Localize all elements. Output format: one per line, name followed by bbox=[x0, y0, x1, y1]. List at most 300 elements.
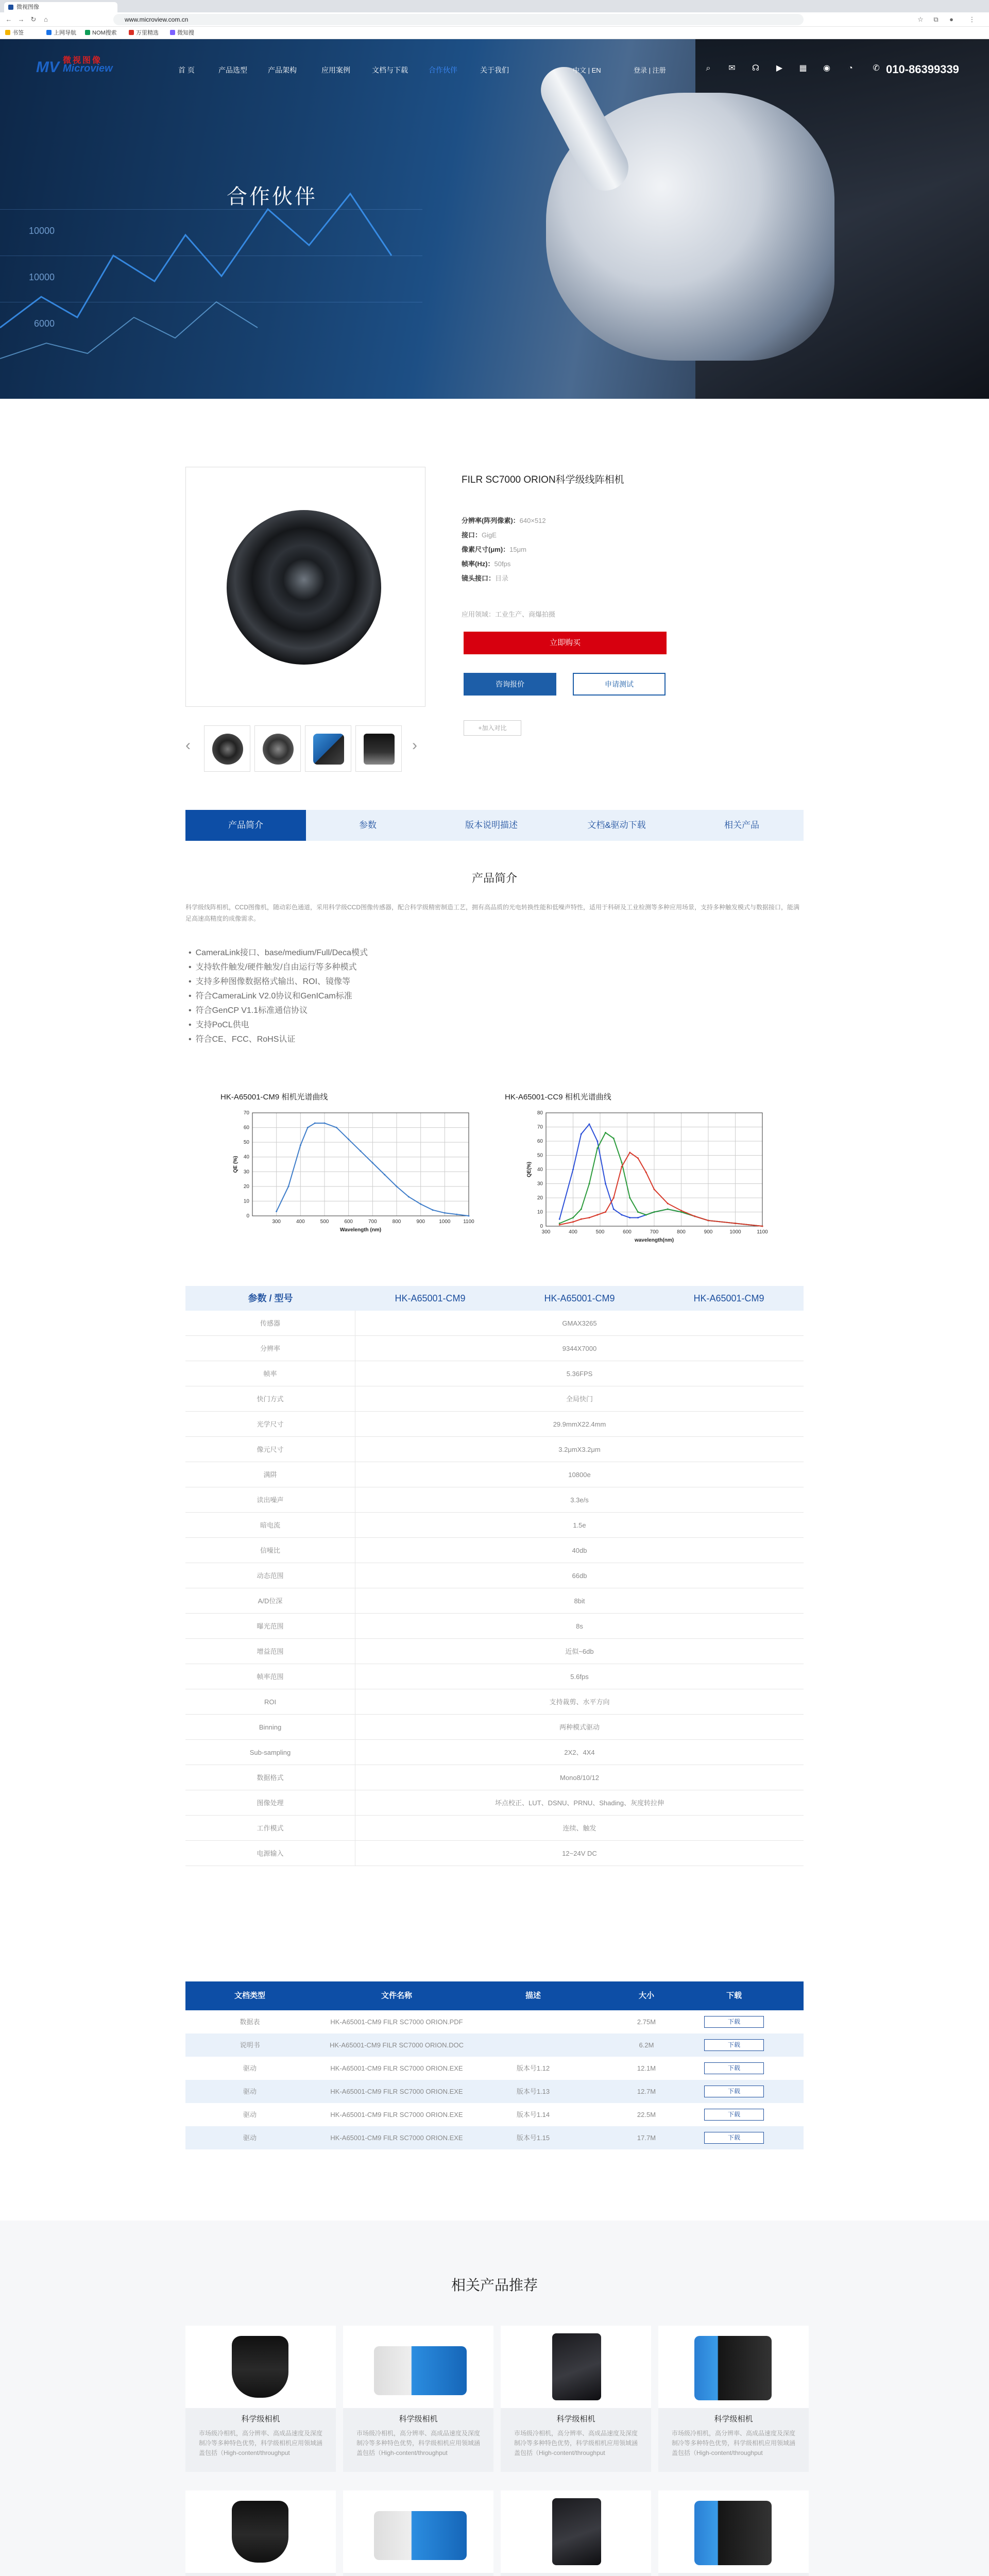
spec-label: 分辨率(阵列像素)： bbox=[462, 517, 520, 524]
param-value: 全局快门 bbox=[566, 1395, 593, 1403]
tab-version[interactable]: 版本说明描述 bbox=[465, 820, 518, 830]
bookmark-label: 微知搜 bbox=[177, 30, 194, 36]
data-point bbox=[667, 1203, 669, 1205]
download-button[interactable]: 下载 bbox=[704, 2016, 764, 2028]
y-tick-label: 10 bbox=[537, 1209, 543, 1215]
param-row bbox=[185, 1715, 804, 1740]
related-product-card[interactable] bbox=[185, 2326, 336, 2472]
x-tick-label: 900 bbox=[416, 1219, 425, 1225]
address-bar[interactable]: www.microview.com.cn bbox=[113, 14, 804, 25]
download-button[interactable]: 下载 bbox=[704, 2039, 764, 2051]
data-point bbox=[596, 1214, 598, 1216]
download-button[interactable]: 下载 bbox=[704, 2109, 764, 2121]
y-tick-label: 30 bbox=[537, 1181, 543, 1187]
param-header-cell: HK-A65001-CM9 bbox=[395, 1293, 466, 1303]
weibo-icon[interactable]: ◉ bbox=[823, 64, 830, 73]
file-type: 数据表 bbox=[240, 2018, 260, 2026]
home-icon[interactable]: ⌂ bbox=[44, 15, 48, 23]
spectral-chart-color bbox=[515, 1103, 783, 1252]
param-key: ROI bbox=[185, 1689, 355, 1715]
download-button[interactable]: 下载 bbox=[704, 2086, 764, 2097]
login-link[interactable]: 登录 | 注册 bbox=[634, 66, 666, 74]
intro-paragraph: 科学级线阵相机，CCD图像机，随动彩色通道，采用科学级CCD图像传感器，配合科学级精密制造工艺，拥有高品质的光电转换性能和低噪声特性，适用于科研及工业检测等多种应用场景，支持多种触发模式与数据接口，能满足高速高精度的成像需求。 bbox=[185, 904, 800, 922]
tab-downloads[interactable]: 文档&驱动下载 bbox=[587, 820, 646, 830]
bookmark-item[interactable] bbox=[5, 27, 24, 39]
mail-icon[interactable]: ✉ bbox=[728, 64, 736, 73]
product-image bbox=[343, 2490, 493, 2573]
spec-value: 目录 bbox=[495, 574, 509, 582]
file-name: HK-A65001-CM9 FILR SC7000 ORION.PDF bbox=[330, 2018, 463, 2026]
file-row bbox=[185, 2126, 804, 2149]
card-desc: 市场级冷相机，高分辨率、高成品速度及深度制冷等多种特色优势，科学级相机应用领域涵盖包括（High-content/throughput bbox=[514, 2430, 638, 2456]
data-point bbox=[420, 1204, 421, 1205]
param-key: 图像处理 bbox=[185, 1790, 355, 1816]
param-row bbox=[185, 1841, 804, 1866]
thumbnail[interactable] bbox=[305, 725, 351, 772]
product-image bbox=[185, 2326, 336, 2408]
tab-related[interactable]: 相关产品 bbox=[724, 820, 759, 830]
file-type: 说明书 bbox=[240, 2041, 260, 2049]
param-value: 29.9mmX22.4mm bbox=[553, 1420, 606, 1428]
spec-value: 15μm bbox=[509, 546, 526, 553]
camera-image bbox=[374, 2346, 467, 2395]
data-point bbox=[396, 1185, 398, 1187]
data-point bbox=[621, 1166, 623, 1167]
download-button[interactable]: 下载 bbox=[704, 2062, 764, 2074]
x-tick-label: 300 bbox=[541, 1229, 551, 1235]
y-tick-label: 0 bbox=[246, 1213, 249, 1219]
files-header-cell: 文档类型 bbox=[234, 1991, 265, 2000]
param-row bbox=[185, 1336, 804, 1361]
download-button[interactable]: 下载 bbox=[704, 2132, 764, 2144]
product-tabs bbox=[185, 810, 804, 841]
file-desc bbox=[479, 2010, 587, 2033]
spec-value: GigE bbox=[482, 531, 497, 539]
data-point bbox=[605, 1132, 606, 1133]
data-point bbox=[348, 1139, 349, 1140]
lens-image bbox=[227, 510, 381, 665]
spec-label: 像素尺寸(μm)： bbox=[462, 546, 510, 553]
param-value: 支持裁剪、水平方向 bbox=[549, 1698, 610, 1706]
param-key: 工作模式 bbox=[185, 1816, 355, 1841]
forward-icon[interactable]: → bbox=[18, 15, 25, 23]
param-row bbox=[185, 1513, 804, 1538]
camera-image bbox=[232, 2501, 288, 2563]
bookmark-item[interactable] bbox=[170, 27, 194, 39]
param-value: Mono8/10/12 bbox=[560, 1774, 599, 1782]
param-key: 满阱 bbox=[185, 1462, 355, 1487]
apply-trial-button[interactable]: 申请测试 bbox=[573, 673, 666, 696]
param-key: 数据格式 bbox=[185, 1765, 355, 1790]
nav-selection[interactable]: 产品选型 bbox=[218, 66, 247, 74]
param-key: 快门方式 bbox=[185, 1386, 355, 1412]
file-row bbox=[185, 2033, 804, 2057]
data-point bbox=[645, 1214, 647, 1216]
y-tick-label: 20 bbox=[243, 1183, 249, 1190]
data-point bbox=[432, 1209, 434, 1211]
param-value: 66db bbox=[572, 1572, 587, 1580]
param-row bbox=[185, 1538, 804, 1563]
x-tick-label: 800 bbox=[677, 1229, 686, 1235]
data-point bbox=[621, 1214, 623, 1216]
data-point bbox=[581, 1218, 582, 1220]
data-point bbox=[762, 1226, 763, 1227]
data-point bbox=[613, 1138, 615, 1139]
site-logo[interactable] bbox=[36, 54, 118, 75]
y-tick-label: 40 bbox=[537, 1167, 543, 1173]
data-point bbox=[596, 1141, 598, 1142]
file-desc: 版本号1.12 bbox=[516, 2064, 550, 2072]
bookmark-label: NOM搜索 bbox=[92, 30, 117, 36]
param-row bbox=[185, 1639, 804, 1664]
data-point bbox=[629, 1197, 630, 1199]
param-key: 像元尺寸 bbox=[185, 1437, 355, 1462]
data-point bbox=[336, 1127, 337, 1128]
bookmark-label: 书签 bbox=[12, 30, 24, 36]
spec-row bbox=[462, 573, 508, 583]
x-tick-label: 400 bbox=[569, 1229, 577, 1235]
param-table-header bbox=[185, 1286, 804, 1311]
product-image bbox=[185, 2490, 336, 2573]
data-point bbox=[637, 1158, 639, 1159]
param-row bbox=[185, 1816, 804, 1841]
files-header-cell: 描述 bbox=[525, 1991, 541, 2000]
x-tick-label: 600 bbox=[344, 1219, 353, 1225]
param-row bbox=[185, 1386, 804, 1412]
param-row bbox=[185, 1689, 804, 1715]
language-switch[interactable]: 中文 | EN bbox=[573, 66, 601, 74]
param-value: 10800e bbox=[568, 1471, 591, 1479]
param-value: 8s bbox=[576, 1622, 583, 1630]
card-title: 科学级相机 bbox=[241, 2415, 280, 2424]
chart-title: HK-A65001-CM9 相机光谱曲线 bbox=[220, 1093, 328, 1101]
add-compare-button[interactable]: +加入对比 bbox=[464, 720, 521, 736]
hero-title: 合作伙伴 bbox=[227, 185, 317, 208]
data-point bbox=[629, 1152, 630, 1154]
reload-icon[interactable]: ↻ bbox=[30, 15, 37, 23]
param-row bbox=[185, 1412, 804, 1437]
camera-image bbox=[232, 2336, 288, 2398]
related-product-card[interactable] bbox=[501, 2490, 651, 2576]
bookmarks-bar bbox=[0, 27, 989, 39]
param-value: 3.2μmX3.2μm bbox=[558, 1446, 601, 1453]
data-point bbox=[572, 1169, 574, 1171]
related-product-card[interactable] bbox=[658, 2326, 809, 2472]
series-line bbox=[559, 1153, 762, 1226]
tab-title: 微视图像 bbox=[16, 4, 39, 10]
nav-about[interactable]: 关于我们 bbox=[480, 66, 509, 74]
spec-row bbox=[462, 558, 510, 568]
param-value: 9344X7000 bbox=[562, 1345, 597, 1352]
nav-home[interactable]: 首 页 bbox=[178, 66, 195, 74]
globe-icon bbox=[129, 30, 134, 35]
param-value: 5.6fps bbox=[570, 1673, 589, 1681]
related-product-card[interactable] bbox=[658, 2490, 809, 2576]
x-tick-label: 1000 bbox=[729, 1229, 741, 1235]
spec-label: 接口： bbox=[462, 531, 482, 539]
param-key: 暗电流 bbox=[185, 1513, 355, 1538]
menu-icon[interactable]: ⋮ bbox=[968, 15, 976, 23]
wechat-icon[interactable]: ◔ bbox=[848, 64, 853, 73]
y-tick-label: 50 bbox=[537, 1153, 543, 1159]
files-table-header bbox=[185, 1981, 804, 2010]
tab-params[interactable]: 参数 bbox=[359, 820, 377, 830]
header-phone: 010-86399339 bbox=[886, 63, 959, 76]
y-tick-label: 10 bbox=[243, 1198, 249, 1205]
globe-icon bbox=[170, 30, 175, 35]
data-point bbox=[372, 1162, 373, 1164]
hero-deco-number: 10000 bbox=[29, 272, 55, 282]
feature-item: • 符合CE、FCC、RoHS认证 bbox=[189, 1032, 295, 1044]
param-row bbox=[185, 1790, 804, 1816]
card-desc: 市场级冷相机，高分辨率、高成品速度及深度制冷等多种特色优势，科学级相机应用领域涵盖包括（High-content/throughput bbox=[672, 2430, 796, 2456]
data-point bbox=[444, 1212, 446, 1214]
param-value: 2X2、4X4 bbox=[564, 1749, 595, 1756]
param-row bbox=[185, 1614, 804, 1639]
feature-item: • 支持多种图像数据格式输出、ROI、镜像等 bbox=[189, 975, 350, 987]
nav-cases[interactable]: 应用案例 bbox=[321, 66, 350, 74]
data-point bbox=[300, 1144, 301, 1146]
param-key: 曝光范围 bbox=[185, 1614, 355, 1639]
product-image bbox=[501, 2326, 651, 2408]
headset-icon[interactable]: ☊ bbox=[752, 64, 760, 73]
param-value: 40db bbox=[572, 1547, 587, 1554]
param-row bbox=[185, 1437, 804, 1462]
param-value: 12~24V DC bbox=[562, 1850, 597, 1857]
related-product-card[interactable] bbox=[343, 2326, 493, 2472]
back-icon[interactable]: ← bbox=[5, 15, 12, 23]
data-point bbox=[589, 1124, 590, 1125]
param-row bbox=[185, 1361, 804, 1386]
file-name: HK-A65001-CM9 FILR SC7000 ORION.DOC bbox=[329, 2041, 464, 2049]
data-point bbox=[589, 1183, 590, 1184]
data-point bbox=[384, 1174, 385, 1176]
chart-title: HK-A65001-CC9 相机光谱曲线 bbox=[505, 1093, 611, 1101]
folder-icon bbox=[5, 30, 10, 35]
buy-now-button[interactable]: 立即购买 bbox=[464, 632, 667, 654]
data-point bbox=[559, 1223, 560, 1224]
y-tick-label: 20 bbox=[537, 1195, 543, 1201]
param-key: 传感器 bbox=[185, 1311, 355, 1336]
spectral-chart-mono bbox=[227, 1103, 484, 1236]
browser-toolbar bbox=[0, 12, 989, 27]
param-value: 连续、触发 bbox=[562, 1824, 596, 1832]
data-point bbox=[468, 1215, 470, 1217]
nav-architecture[interactable]: 产品架构 bbox=[268, 66, 297, 74]
data-point bbox=[596, 1147, 598, 1149]
data-point bbox=[605, 1183, 606, 1184]
bookmark-label: 上网导航 bbox=[54, 30, 76, 36]
param-row bbox=[185, 1664, 804, 1689]
search-icon[interactable]: ⌕ bbox=[706, 64, 711, 73]
x-tick-label: 700 bbox=[650, 1229, 659, 1235]
file-size: 17.7M bbox=[637, 2134, 656, 2142]
param-value: 3.3e/s bbox=[570, 1496, 589, 1504]
thumbnail[interactable] bbox=[254, 725, 301, 772]
feature-item: • 符合CameraLink V2.0协议和GenICam标准 bbox=[189, 989, 352, 1001]
data-point bbox=[360, 1150, 362, 1152]
spec-row bbox=[462, 544, 526, 554]
nav-partners[interactable]: 合作伙伴 bbox=[429, 66, 457, 74]
param-key: 电源输入 bbox=[185, 1841, 355, 1866]
data-point bbox=[637, 1211, 639, 1213]
param-value: 1.5e bbox=[573, 1521, 586, 1529]
hero-deco-number: 6000 bbox=[34, 318, 55, 329]
x-tick-label: 1100 bbox=[757, 1229, 768, 1235]
favicon-icon bbox=[8, 5, 13, 10]
data-point bbox=[572, 1217, 574, 1218]
bookmark-item[interactable] bbox=[129, 27, 159, 39]
bookmark-label: 万里精选 bbox=[136, 30, 159, 36]
related-title: 相关产品推荐 bbox=[451, 2277, 538, 2293]
globe-icon bbox=[46, 30, 52, 35]
y-tick-label: 50 bbox=[243, 1140, 249, 1146]
param-key: A/D位深 bbox=[185, 1588, 355, 1614]
file-size: 22.5M bbox=[637, 2111, 656, 2119]
data-point bbox=[307, 1127, 309, 1128]
qrcode-icon[interactable]: ▦ bbox=[799, 64, 807, 73]
consult-price-button[interactable]: 咨询报价 bbox=[464, 673, 556, 696]
param-row bbox=[185, 1311, 804, 1336]
spec-label: 镜头接口： bbox=[462, 574, 496, 582]
file-type: 驱动 bbox=[243, 2064, 257, 2072]
play-icon[interactable]: ▶ bbox=[776, 64, 783, 73]
y-tick-label: 60 bbox=[537, 1139, 543, 1144]
data-point bbox=[456, 1214, 457, 1215]
thumbnail[interactable] bbox=[204, 725, 250, 772]
data-point bbox=[288, 1185, 289, 1187]
file-type: 驱动 bbox=[243, 2111, 257, 2119]
gallery-prev-icon[interactable]: ‹ bbox=[185, 737, 191, 754]
param-key: 信噪比 bbox=[185, 1538, 355, 1563]
file-row bbox=[185, 2010, 804, 2033]
param-row bbox=[185, 1462, 804, 1487]
gallery-next-icon[interactable]: › bbox=[412, 737, 417, 754]
intro-title: 产品简介 bbox=[471, 872, 517, 885]
related-product-card[interactable] bbox=[501, 2326, 651, 2472]
phone-icon: ✆ bbox=[873, 64, 880, 73]
file-row bbox=[185, 2057, 804, 2080]
data-point bbox=[589, 1217, 590, 1218]
spec-value: 640×512 bbox=[519, 517, 546, 524]
param-key: 光学尺寸 bbox=[185, 1412, 355, 1437]
y-tick-label: 70 bbox=[243, 1110, 249, 1116]
logo-cn: 微视图像 bbox=[63, 56, 103, 65]
star-icon[interactable]: ☆ bbox=[917, 15, 924, 23]
spec-value: 50fps bbox=[494, 560, 511, 568]
product-title: FILR SC7000 ORION科学级线阵相机 bbox=[462, 474, 624, 485]
y-axis-label: QE(%) bbox=[526, 1162, 532, 1177]
nav-downloads[interactable]: 文档与下载 bbox=[372, 66, 408, 74]
bookmark-item[interactable] bbox=[85, 27, 117, 39]
data-point bbox=[654, 1211, 655, 1213]
y-tick-label: 80 bbox=[537, 1110, 543, 1116]
param-header-cell: HK-A65001-CM9 bbox=[544, 1293, 615, 1303]
logo-mark: MV bbox=[36, 59, 59, 76]
param-key: 帧率范围 bbox=[185, 1664, 355, 1689]
card-title: 科学级相机 bbox=[714, 2415, 753, 2424]
file-desc: 版本号1.13 bbox=[516, 2088, 550, 2095]
card-desc: 市场级冷相机，高分辨率、高成品速度及深度制冷等多种特色优势，科学级相机应用领域涵盖包括（High-content/throughput bbox=[356, 2430, 481, 2456]
application-label: 应用领域： bbox=[462, 611, 496, 618]
card-desc: 市场级冷相机，高分辨率、高成品速度及深度制冷等多种特色优势，科学级相机应用领域涵盖包括（High-content/throughput bbox=[199, 2430, 323, 2456]
file-name: HK-A65001-CM9 FILR SC7000 ORION.EXE bbox=[330, 2111, 463, 2119]
feature-item: • 支持PoCL供电 bbox=[189, 1018, 249, 1030]
file-name: HK-A65001-CM9 FILR SC7000 ORION.EXE bbox=[330, 2088, 463, 2095]
card-title: 科学级相机 bbox=[556, 2415, 595, 2424]
param-value: 两种模式驱动 bbox=[559, 1723, 600, 1731]
data-point bbox=[735, 1223, 736, 1224]
files-header-cell: 大小 bbox=[638, 1991, 654, 2000]
file-row bbox=[185, 2103, 804, 2126]
bookmark-item[interactable] bbox=[46, 27, 76, 39]
x-tick-label: 500 bbox=[595, 1229, 605, 1235]
param-key: 帧率 bbox=[185, 1361, 355, 1386]
tab-intro[interactable]: 产品简介 bbox=[185, 810, 306, 841]
param-key: 读出噪声 bbox=[185, 1487, 355, 1513]
x-tick-label: 700 bbox=[368, 1219, 377, 1225]
param-header-cell: HK-A65001-CM9 bbox=[693, 1293, 764, 1303]
browser-tab[interactable] bbox=[4, 2, 117, 12]
data-point bbox=[324, 1123, 326, 1124]
file-desc: 版本号1.14 bbox=[516, 2111, 550, 2119]
param-row bbox=[185, 1563, 804, 1588]
application-value: 工业生产、商爆拍摄 bbox=[495, 611, 556, 618]
data-point bbox=[408, 1196, 410, 1197]
thumbnail[interactable] bbox=[355, 725, 402, 772]
camera-image bbox=[694, 2501, 772, 2565]
extensions-icon[interactable]: ⧉ bbox=[933, 15, 939, 23]
browser-tab-strip bbox=[0, 0, 989, 12]
related-product-card[interactable] bbox=[185, 2490, 336, 2576]
data-point bbox=[559, 1224, 560, 1226]
y-tick-label: 40 bbox=[243, 1154, 249, 1160]
data-point bbox=[581, 1133, 582, 1135]
param-value: 5.36FPS bbox=[566, 1370, 593, 1378]
param-row bbox=[185, 1588, 804, 1614]
spec-row bbox=[462, 530, 497, 539]
data-point bbox=[680, 1211, 682, 1213]
file-name: HK-A65001-CM9 FILR SC7000 ORION.EXE bbox=[330, 2064, 463, 2072]
file-type: 驱动 bbox=[243, 2134, 257, 2142]
y-tick-label: 60 bbox=[243, 1125, 249, 1131]
param-value: GMAX3265 bbox=[562, 1319, 597, 1327]
data-point bbox=[667, 1209, 669, 1210]
y-tick-label: 0 bbox=[540, 1224, 543, 1229]
x-tick-label: 600 bbox=[623, 1229, 632, 1235]
param-key: Binning bbox=[185, 1715, 355, 1740]
globe-icon bbox=[85, 30, 90, 35]
data-point bbox=[680, 1210, 682, 1211]
param-value: 坏点校正、LUT、DSNU、PRNU、Shading、灰度转拉伸 bbox=[495, 1799, 664, 1807]
file-row bbox=[185, 2080, 804, 2103]
x-tick-label: 800 bbox=[392, 1219, 401, 1225]
application-field bbox=[462, 609, 555, 619]
file-size: 12.1M bbox=[637, 2064, 656, 2072]
data-point bbox=[613, 1197, 615, 1199]
param-row bbox=[185, 1487, 804, 1513]
feature-item: • 符合GenCP V1.1标准通信协议 bbox=[189, 1004, 308, 1015]
param-row bbox=[185, 1765, 804, 1790]
file-size: 2.75M bbox=[637, 2018, 656, 2026]
x-tick-label: 300 bbox=[272, 1219, 281, 1225]
related-product-card[interactable] bbox=[343, 2490, 493, 2576]
file-desc: 版本号1.15 bbox=[516, 2134, 550, 2142]
y-tick-label: 30 bbox=[243, 1169, 249, 1175]
profile-icon[interactable]: ● bbox=[949, 15, 953, 23]
param-row bbox=[185, 1740, 804, 1765]
y-tick-label: 70 bbox=[537, 1124, 543, 1130]
